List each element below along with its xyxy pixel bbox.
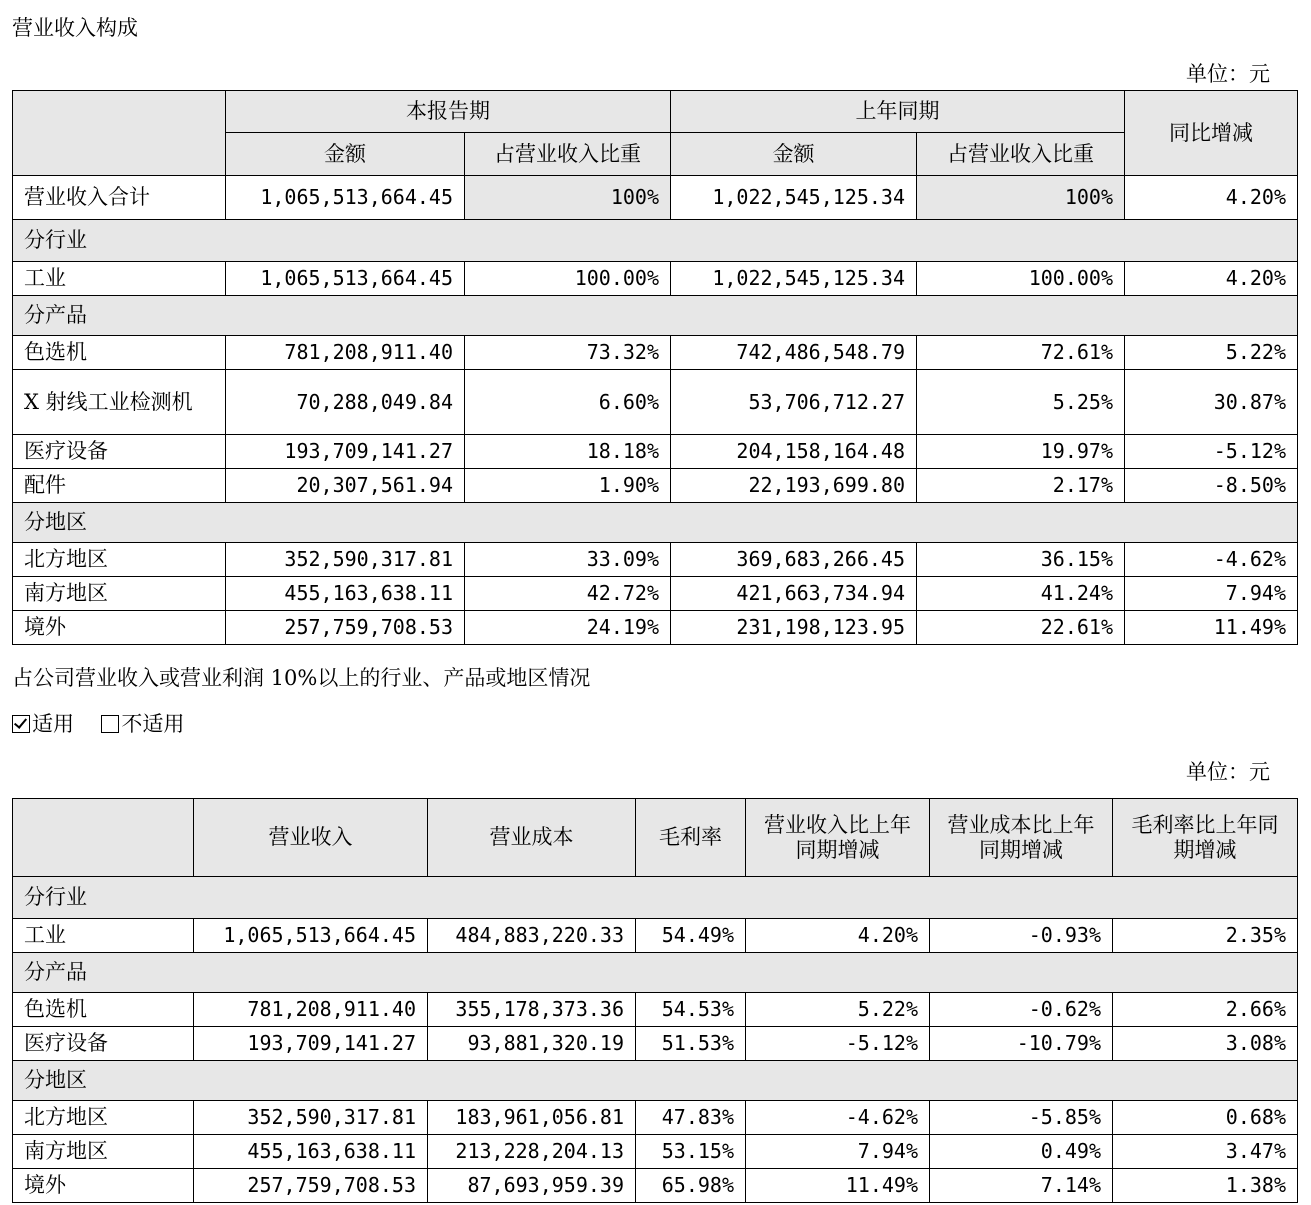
prior-amount-cell: 53,706,712.27 [671, 370, 917, 435]
row-label: 医疗设备 [13, 435, 226, 469]
cost-change-cell: -5.85% [930, 1101, 1113, 1135]
cost-cell: 87,693,959.39 [428, 1169, 636, 1203]
prior-share-cell: 100% [917, 176, 1125, 220]
row-label: 境外 [13, 611, 226, 645]
yoy-change-cell: 11.49% [1125, 611, 1298, 645]
header-share: 占营业收入比重 [465, 133, 671, 176]
table-row [13, 577, 1298, 611]
yoy-change-cell: -4.62% [1125, 543, 1298, 577]
current-amount-cell: 257,759,708.53 [226, 611, 465, 645]
header-prior-period: 上年同期 [671, 91, 1125, 133]
margin-change-cell: 1.38% [1113, 1169, 1298, 1203]
section-label: 分产品 [13, 953, 1298, 993]
prior-share-cell: 36.15% [917, 543, 1125, 577]
unit-label: 单位：元 [1186, 62, 1270, 86]
table-row [13, 611, 1298, 645]
revenue-change-cell: 7.94% [746, 1135, 930, 1169]
revenue-cell: 455,163,638.11 [194, 1135, 428, 1169]
header-margin-change: 毛利率比上年同期增减 [1113, 799, 1298, 877]
header-yoy-change: 同比增减 [1125, 91, 1298, 176]
header-share: 占营业收入比重 [917, 133, 1125, 176]
current-share-cell: 42.72% [465, 577, 671, 611]
cost-change-cell: 7.14% [930, 1169, 1113, 1203]
current-share-cell: 1.90% [465, 469, 671, 503]
row-label: 色选机 [13, 993, 194, 1027]
prior-share-cell: 19.97% [917, 435, 1125, 469]
cost-cell: 183,961,056.81 [428, 1101, 636, 1135]
applicable-checkbox[interactable] [12, 715, 30, 733]
yoy-change-cell: 5.22% [1125, 336, 1298, 370]
row-label: 工业 [13, 919, 194, 953]
row-label: 工业 [13, 262, 226, 296]
current-amount-cell: 20,307,561.94 [226, 469, 465, 503]
table-row [13, 1027, 1298, 1061]
gross-margin-cell: 47.83% [636, 1101, 746, 1135]
current-share-cell: 100% [465, 176, 671, 220]
prior-share-cell: 2.17% [917, 469, 1125, 503]
prior-amount-cell: 421,663,734.94 [671, 577, 917, 611]
gross-margin-cell: 53.15% [636, 1135, 746, 1169]
current-amount-cell: 70,288,049.84 [226, 370, 465, 435]
table-row [13, 370, 1298, 435]
not-applicable-label: 不适用 [121, 712, 185, 736]
row-label: 南方地区 [13, 1135, 194, 1169]
yoy-change-cell: 30.87% [1125, 370, 1298, 435]
yoy-change-cell: 7.94% [1125, 577, 1298, 611]
current-share-cell: 24.19% [465, 611, 671, 645]
gross-margin-cell: 51.53% [636, 1027, 746, 1061]
cost-cell: 484,883,220.33 [428, 919, 636, 953]
section-row [13, 1061, 1298, 1101]
header-blank-cell [13, 91, 226, 176]
segment-margin-table [12, 798, 1298, 1203]
current-share-cell: 100.00% [465, 262, 671, 296]
section-row [13, 220, 1298, 262]
table-row [13, 469, 1298, 503]
section-label: 分地区 [13, 503, 1298, 543]
table-row [13, 543, 1298, 577]
revenue-change-cell: -5.12% [746, 1027, 930, 1061]
current-amount-cell: 1,065,513,664.45 [226, 262, 465, 296]
current-amount-cell: 193,709,141.27 [226, 435, 465, 469]
revenue-cell: 1,065,513,664.45 [194, 919, 428, 953]
prior-share-cell: 22.61% [917, 611, 1125, 645]
table-row [13, 993, 1298, 1027]
prior-share-cell: 5.25% [917, 370, 1125, 435]
current-share-cell: 6.60% [465, 370, 671, 435]
table-row [13, 435, 1298, 469]
margin-change-cell: 3.08% [1113, 1027, 1298, 1061]
note-text: 占公司营业收入或营业利润 10%以上的行业、产品或地区情况 [12, 666, 591, 690]
table-row [13, 176, 1298, 220]
table-row [13, 1169, 1298, 1203]
prior-amount-cell: 22,193,699.80 [671, 469, 917, 503]
margin-change-cell: 3.47% [1113, 1135, 1298, 1169]
cost-change-cell: -10.79% [930, 1027, 1113, 1061]
header-amount: 金额 [671, 133, 917, 176]
header-blank-cell [13, 799, 194, 877]
revenue-change-cell: 5.22% [746, 993, 930, 1027]
revenue-cell: 352,590,317.81 [194, 1101, 428, 1135]
row-label: 南方地区 [13, 577, 226, 611]
current-share-cell: 33.09% [465, 543, 671, 577]
section-label: 分行业 [13, 877, 1298, 919]
row-label: 境外 [13, 1169, 194, 1203]
current-amount-cell: 1,065,513,664.45 [226, 176, 465, 220]
cost-change-cell: 0.49% [930, 1135, 1113, 1169]
section-label: 分地区 [13, 1061, 1298, 1101]
revenue-cell: 193,709,141.27 [194, 1027, 428, 1061]
prior-share-cell: 41.24% [917, 577, 1125, 611]
margin-change-cell: 0.68% [1113, 1101, 1298, 1135]
section-title: 营业收入构成 [12, 16, 138, 40]
revenue-change-cell: 4.20% [746, 919, 930, 953]
applicable-label: 适用 [32, 712, 74, 736]
revenue-cell: 781,208,911.40 [194, 993, 428, 1027]
table-row [13, 919, 1298, 953]
row-label: 北方地区 [13, 1101, 194, 1135]
section-row [13, 953, 1298, 993]
revenue-composition-table [12, 90, 1298, 645]
yoy-change-cell: 4.20% [1125, 262, 1298, 296]
cost-cell: 355,178,373.36 [428, 993, 636, 1027]
prior-share-cell: 72.61% [917, 336, 1125, 370]
prior-amount-cell: 1,022,545,125.34 [671, 262, 917, 296]
margin-change-cell: 2.35% [1113, 919, 1298, 953]
prior-amount-cell: 742,486,548.79 [671, 336, 917, 370]
row-label: 营业收入合计 [13, 176, 226, 220]
row-label: 北方地区 [13, 543, 226, 577]
yoy-change-cell: 4.20% [1125, 176, 1298, 220]
gross-margin-cell: 54.53% [636, 993, 746, 1027]
section-row [13, 503, 1298, 543]
section-row [13, 296, 1298, 336]
cost-cell: 213,228,204.13 [428, 1135, 636, 1169]
margin-change-cell: 2.66% [1113, 993, 1298, 1027]
current-amount-cell: 352,590,317.81 [226, 543, 465, 577]
gross-margin-cell: 65.98% [636, 1169, 746, 1203]
current-amount-cell: 781,208,911.40 [226, 336, 465, 370]
prior-amount-cell: 231,198,123.95 [671, 611, 917, 645]
gross-margin-cell: 54.49% [636, 919, 746, 953]
section-label: 分产品 [13, 296, 1298, 336]
section-label: 分行业 [13, 220, 1298, 262]
table-row [13, 1135, 1298, 1169]
header-cost: 营业成本 [428, 799, 636, 877]
header-revenue: 营业收入 [194, 799, 428, 877]
table-row [13, 336, 1298, 370]
row-label: X 射线工业检测机 [13, 370, 226, 435]
header-cost-change: 营业成本比上年同期增减 [930, 799, 1113, 877]
cost-cell: 93,881,320.19 [428, 1027, 636, 1061]
current-amount-cell: 455,163,638.11 [226, 577, 465, 611]
yoy-change-cell: -8.50% [1125, 469, 1298, 503]
current-share-cell: 18.18% [465, 435, 671, 469]
section-row [13, 877, 1298, 919]
yoy-change-cell: -5.12% [1125, 435, 1298, 469]
revenue-change-cell: 11.49% [746, 1169, 930, 1203]
header-amount: 金额 [226, 133, 465, 176]
table-row [13, 262, 1298, 296]
revenue-cell: 257,759,708.53 [194, 1169, 428, 1203]
row-label: 医疗设备 [13, 1027, 194, 1061]
header-revenue-change: 营业收入比上年同期增减 [746, 799, 930, 877]
header-gross-margin: 毛利率 [636, 799, 746, 877]
row-label: 色选机 [13, 336, 226, 370]
table-row [13, 1101, 1298, 1135]
current-share-cell: 73.32% [465, 336, 671, 370]
row-label: 配件 [13, 469, 226, 503]
prior-amount-cell: 204,158,164.48 [671, 435, 917, 469]
revenue-change-cell: -4.62% [746, 1101, 930, 1135]
cost-change-cell: -0.93% [930, 919, 1113, 953]
prior-amount-cell: 1,022,545,125.34 [671, 176, 917, 220]
cost-change-cell: -0.62% [930, 993, 1113, 1027]
prior-amount-cell: 369,683,266.45 [671, 543, 917, 577]
header-current-period: 本报告期 [226, 91, 671, 133]
unit-label: 单位：元 [1186, 760, 1270, 784]
applicability-options [12, 708, 184, 738]
prior-share-cell: 100.00% [917, 262, 1125, 296]
not-applicable-checkbox[interactable] [101, 715, 119, 733]
